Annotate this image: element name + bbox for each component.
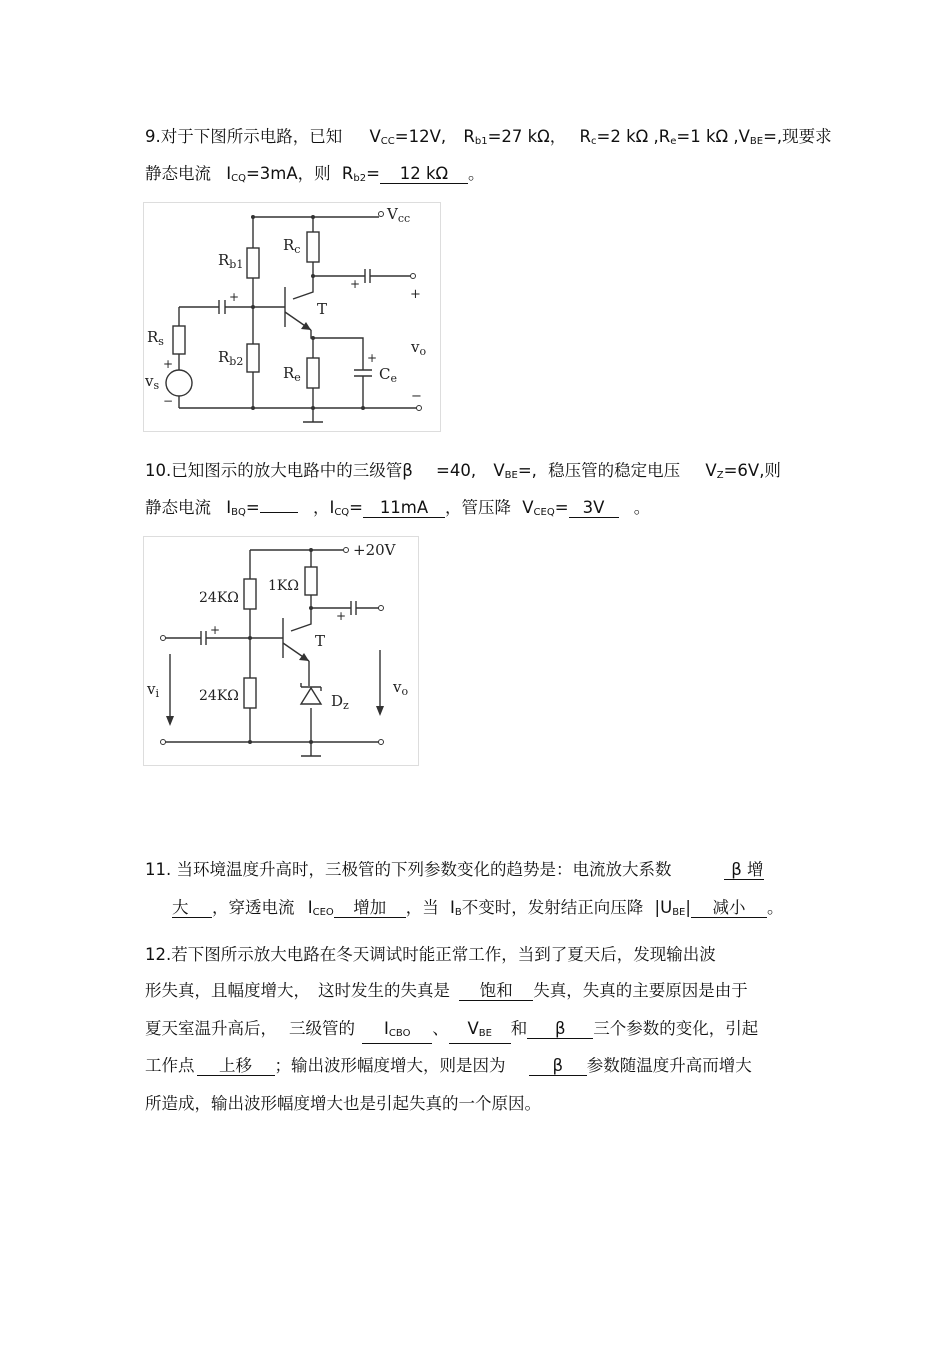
rb1-label: $R_{b1}$: [218, 251, 244, 271]
r2-label: 24KΩ: [199, 688, 239, 704]
ce-label: $C_e$: [379, 365, 397, 385]
svg-text:+: +: [336, 609, 347, 623]
svg-text:−: −: [163, 394, 174, 408]
svg-text:+: +: [163, 357, 174, 371]
svg-text:+: +: [367, 351, 378, 365]
transistor-label: T: [317, 300, 328, 318]
signal-source: [166, 370, 192, 396]
q9-line-1: 9.对于下图所示电路，已知 $V_{CC}=12V$, $R_{b1}=27$ kΩ， $R_c=2$ kΩ $,R_e=1$ kΩ $,V_{BE}=$,现要求: [145, 127, 832, 147]
vcc-label: $V_{cc}$: [387, 205, 411, 225]
q9-line-2: 静态电流 $I_{CQ}=3mA$，则 $R_{b2}= 12$ kΩ 。: [145, 164, 485, 184]
rc-resistor: [307, 232, 319, 262]
rc-label: $R_c$: [283, 236, 301, 256]
vs-label: $v_s$: [145, 372, 160, 392]
rs-resistor: [173, 326, 185, 354]
rb2-resistor: [247, 344, 259, 372]
re-label: $R_e$: [283, 364, 301, 384]
q10-icq-answer: 11mA: [363, 498, 445, 518]
q10-vceq-answer: 3V: [569, 498, 619, 518]
svg-text:−: −: [411, 389, 422, 404]
q11-line-1: 11. 当环境温度升高时，三极管的下列参数变化的趋势是：电流放大系数 β 增: [145, 860, 764, 879]
rb1-resistor: [247, 248, 259, 278]
q11-line-2: 大 ，穿透电流 $I_{CEO}$ 增加 ，当 $I_B$不变时，发射结正向压降 $|U_{BE}|$ 减小 。: [172, 898, 784, 918]
zener-diode: [301, 688, 321, 704]
vi-label: $v_i$: [147, 680, 160, 700]
q12-answer-3: $V_{BE}$: [449, 1019, 511, 1044]
re-resistor: [307, 358, 319, 388]
q12-answer-5: 上移: [197, 1056, 275, 1076]
r2-resistor: [244, 678, 256, 708]
q12-line-5: 所造成，输出波形幅度增大也是引起失真的一个原因。: [145, 1094, 541, 1113]
svg-text:+: +: [210, 623, 221, 637]
rc-label: 1KΩ: [268, 578, 299, 594]
q12-answer-2: $I_{CBO}$: [362, 1019, 432, 1044]
r1-resistor: [244, 579, 256, 609]
q10-circuit-diagram: [143, 536, 419, 766]
q12-line-2: 形失真，且幅度增大， 这时发生的失真是 饱和 失真，失真的主要原因是由于: [145, 981, 748, 1000]
q12-answer-6: β: [529, 1056, 587, 1076]
q10-ibq-answer: [260, 512, 298, 513]
q12-line-4: 工作点 上移 ；输出波形幅度增大，则是因为 β 参数随温度升高而增大: [145, 1056, 752, 1075]
q11-answer-1b: 大: [172, 898, 212, 918]
vcc-label: +20V: [353, 541, 396, 559]
dz-label: $D_z$: [331, 692, 349, 712]
transistor-label: T: [315, 632, 326, 650]
vo-label: $v_o$: [393, 678, 409, 698]
rc-resistor: [305, 567, 317, 595]
rb2-label: $R_{b2}$: [218, 348, 244, 368]
q11-answer-3: 减小: [691, 898, 767, 918]
q10-line-2: 静态电流 $I_{BQ}=$ ，$I_{CQ}= 11mA$ ，管压降 $V_{CEQ}= 3V$ 。: [145, 498, 651, 518]
svg-text:+: +: [410, 287, 421, 302]
q12-line-3: 夏天室温升高后， 三级管的 $I_{CBO}$ 、 $V_{BE}$ 和 β 三个参数的变化，引起: [145, 1018, 758, 1044]
q9-circuit-diagram: [143, 202, 441, 432]
rs-label: $R_s$: [147, 328, 164, 348]
r1-label: 24KΩ: [199, 590, 239, 606]
q12-answer-4: β: [527, 1019, 593, 1039]
svg-text:+: +: [350, 277, 361, 291]
q9-answer: 12 kΩ: [380, 164, 468, 184]
q11-answer-1a: β 增: [724, 860, 764, 880]
q10-line-1: 10.已知图示的放大电路中的三级管β =40, $V_{BE}=$, 稳压管的稳定电压 $V_Z=6V$,则: [145, 461, 781, 481]
q12-answer-1: 饱和: [459, 981, 533, 1001]
q12-line-1: 12.若下图所示放大电路在冬天调试时能正常工作，当到了夏天后，发现输出波: [145, 945, 716, 964]
vo-label: $v_o$: [411, 338, 427, 358]
q11-answer-2: 增加: [334, 898, 406, 918]
svg-text:+: +: [229, 290, 240, 304]
